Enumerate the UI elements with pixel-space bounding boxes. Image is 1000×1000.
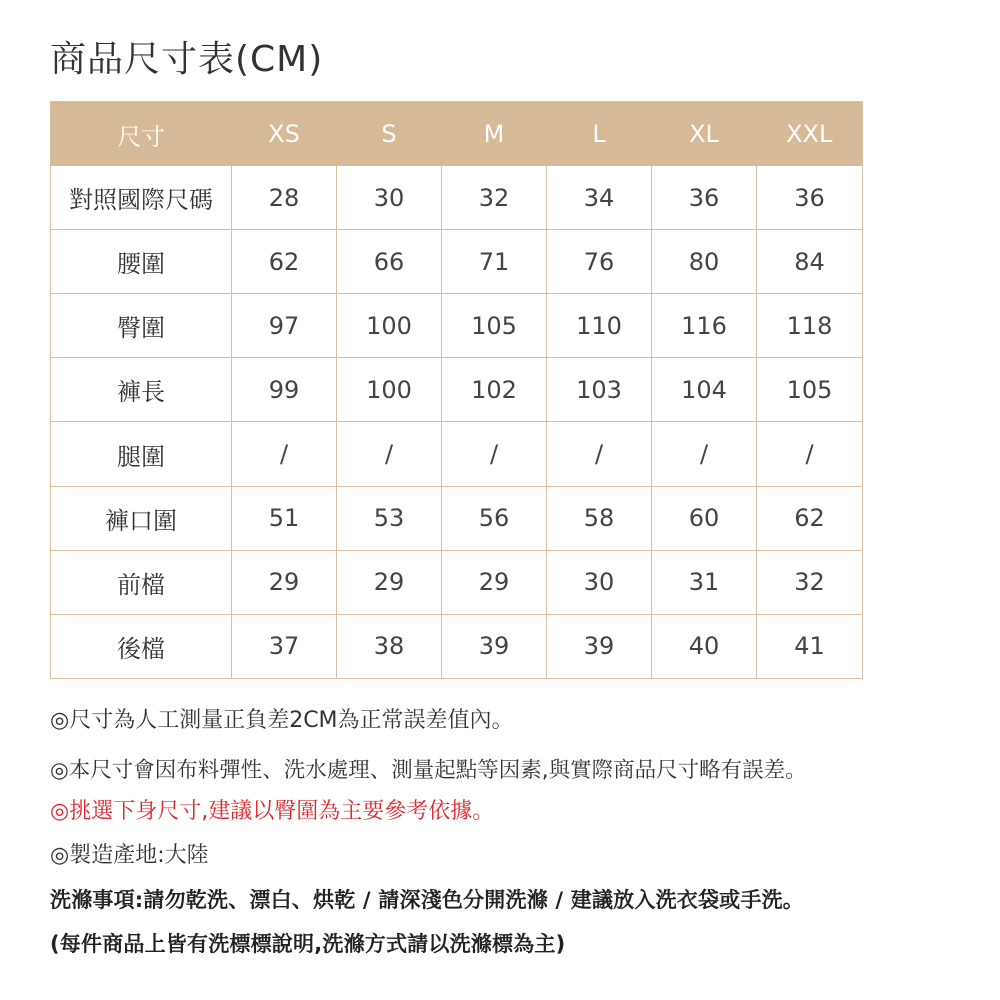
- table-cell: 29: [232, 550, 337, 614]
- table-cell: /: [547, 422, 652, 486]
- note-washing-instructions: 洗滌事項:請勿乾洗、漂白、烘乾 / 請深淺色分開洗滌 / 建議放入洗衣袋或手洗。: [50, 888, 804, 912]
- table-cell: 56: [442, 486, 547, 550]
- table-cell: 29: [337, 550, 442, 614]
- table-cell: 102: [442, 358, 547, 422]
- table-cell: 37: [232, 614, 337, 678]
- note-size-variance: ◎本尺寸會因布料彈性、洗水處理、測量起點等因素,與實際商品尺寸略有誤差。: [50, 758, 807, 783]
- table-cell: 80: [652, 230, 757, 294]
- table-row: [51, 422, 863, 486]
- table-cell: 28: [232, 166, 337, 230]
- table-cell: 84: [757, 230, 863, 294]
- table-row: [51, 166, 863, 230]
- table-cell: 99: [232, 358, 337, 422]
- row-label: 褲長: [51, 358, 232, 422]
- table-row: [51, 230, 863, 294]
- header-size-l: L: [547, 102, 652, 167]
- page-title: 商品尺寸表(CM): [50, 39, 324, 80]
- note-origin: ◎製造產地:大陸: [50, 843, 209, 868]
- table-cell: 31: [652, 550, 757, 614]
- table-cell: 30: [337, 166, 442, 230]
- table-cell: 116: [652, 294, 757, 358]
- row-label: 對照國際尺碼: [51, 166, 232, 230]
- header-size-s: S: [337, 102, 442, 167]
- table-row: [51, 294, 863, 358]
- header-size-m: M: [442, 102, 547, 167]
- table-row: [51, 550, 863, 614]
- row-label: 臀圍: [51, 294, 232, 358]
- table-cell: /: [232, 422, 337, 486]
- table-cell: 39: [442, 614, 547, 678]
- row-label: 腰圍: [51, 230, 232, 294]
- table-cell: 58: [547, 486, 652, 550]
- header-size-xl: XL: [652, 102, 757, 167]
- note-size-selection-tip: ◎挑選下身尺寸,建議以臀圍為主要參考依據。: [50, 799, 495, 824]
- table-cell: /: [757, 422, 863, 486]
- table-cell: 118: [757, 294, 863, 358]
- header-size-xs: XS: [232, 102, 337, 167]
- note-washing-label: (每件商品上皆有洗標標說明,洗滌方式請以洗滌標為主): [50, 932, 566, 956]
- table-cell: 32: [757, 550, 863, 614]
- table-cell: 105: [442, 294, 547, 358]
- table-cell: 41: [757, 614, 863, 678]
- table-cell: 39: [547, 614, 652, 678]
- table-cell: 36: [757, 166, 863, 230]
- table-cell: 76: [547, 230, 652, 294]
- table-cell: 100: [337, 294, 442, 358]
- table-cell: 40: [652, 614, 757, 678]
- table-row: [51, 614, 863, 678]
- row-label: 後檔: [51, 614, 232, 678]
- table-cell: 105: [757, 358, 863, 422]
- table-cell: /: [652, 422, 757, 486]
- table-cell: 62: [232, 230, 337, 294]
- table-cell: 104: [652, 358, 757, 422]
- table-cell: 71: [442, 230, 547, 294]
- table-cell: 97: [232, 294, 337, 358]
- table-cell: 110: [547, 294, 652, 358]
- table-cell: 103: [547, 358, 652, 422]
- header-size-xxl: XXL: [757, 102, 863, 167]
- row-label: 腿圍: [51, 422, 232, 486]
- table-cell: 51: [232, 486, 337, 550]
- table-row: [51, 486, 863, 550]
- table-cell: 34: [547, 166, 652, 230]
- header-size-label: 尺寸: [51, 102, 232, 167]
- row-label: 褲口圍: [51, 486, 232, 550]
- table-header-row: [51, 102, 863, 167]
- table-cell: /: [337, 422, 442, 486]
- row-label: 前檔: [51, 550, 232, 614]
- table-cell: 30: [547, 550, 652, 614]
- table-cell: 53: [337, 486, 442, 550]
- note-measurement-tolerance: ◎尺寸為人工測量正負差2CM為正常誤差值內。: [50, 708, 514, 733]
- table-cell: /: [442, 422, 547, 486]
- table-cell: 100: [337, 358, 442, 422]
- size-table: [50, 101, 863, 679]
- table-cell: 66: [337, 230, 442, 294]
- table-cell: 38: [337, 614, 442, 678]
- table-cell: 62: [757, 486, 863, 550]
- table-cell: 32: [442, 166, 547, 230]
- table-cell: 29: [442, 550, 547, 614]
- table-cell: 60: [652, 486, 757, 550]
- table-cell: 36: [652, 166, 757, 230]
- table-row: [51, 358, 863, 422]
